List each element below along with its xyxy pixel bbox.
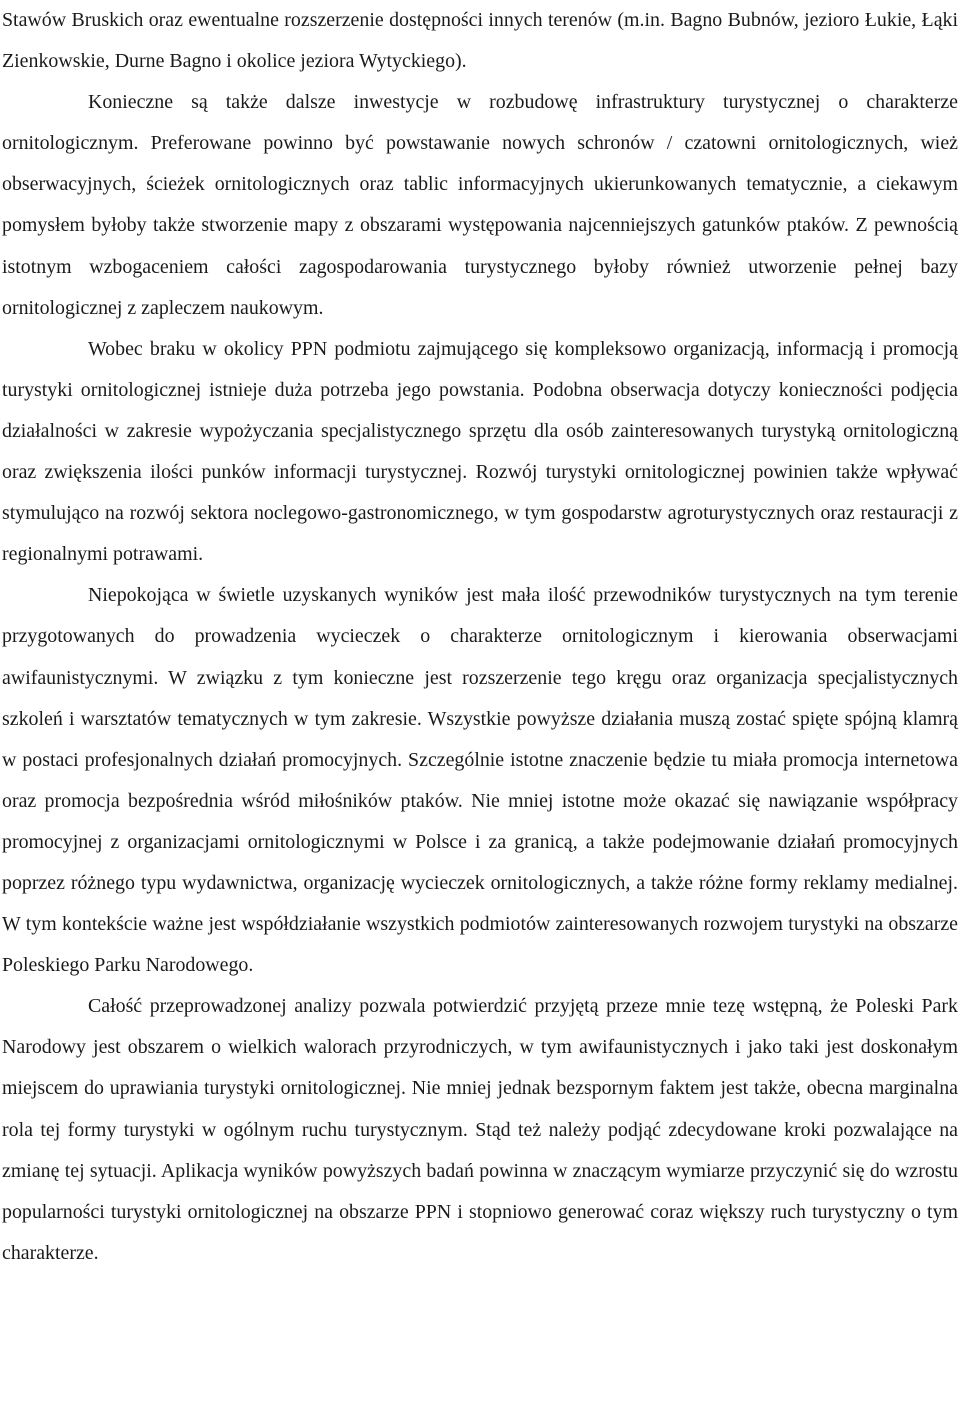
paragraph-guides-promotion: Niepokojąca w świetle uzyskanych wyników jest mała ilość przewodników turystycznych na tym terenie przygotowanych do prowadzenia wycieczek o charakterze ornitologicznym i kierowania obserwacjami awifaunistycznymi. W związku z tym konieczne jest rozszerzenie tego kręgu oraz organizacja specjalistycznych szkoleń i warsztatów tematycznych w tym zakresie. Wszystkie powyższe działania muszą zostać spięte spójną klamrą w postaci profesjonalnych działań promocyjnych. Szczególnie istotne znaczenie będzie tu miała promocja internetowa oraz promocja bezpośrednia wśród miłośników ptaków. Nie mniej istotne może okazać się nawiązanie współpracy promocyjnej z organizacjami ornitologicznymi w Polsce i za granicą, a także podejmowanie działań promocyjnych poprzez różnego typu wydawnictwa, organizację wycieczek ornitologicznych, a także różne formy reklamy medialnej. W tym kontekście ważne jest współdziałanie wszystkich podmiotów zainteresowanych rozwojem turystyki na obszarze Poleskiego Parku Narodowego. [2,584,958,977]
paragraph-continuation: Stawów Bruskich oraz ewentualne rozszerzenie dostępności innych terenów (m.in. Bagno Bubnów, jezioro Łukie, Łąki Zienkowskie, Durne Bagno i okolice jeziora Wytyckiego). [2,9,958,73]
paragraph-infrastructure: Konieczne są także dalsze inwestycje w rozbudowę infrastruktury turystycznej o charakterze ornitologicznym. Preferowane powinno być powstawanie nowych schronów / czatowni ornitologicznych, wież obserwacyjnych, ścieżek ornitologicznych oraz tablic informacyjnych ukierunkowanych tematycznie, a ciekawym pomysłem byłoby także stworzenie mapy z obszarami występowania najcenniejszych gatunków ptaków. Z pewnością istotnym wzbogaceniem całości zagospodarowania turystycznego byłoby również utworzenie pełnej bazy ornitologicznej z zapleczem naukowym. [2,91,958,319]
paragraph-conclusion: Całość przeprowadzonej analizy pozwala potwierdzić przyjętą przeze mnie tezę wstępną, że Poleski Park Narodowy jest obszarem o wielkich walorach przyrodniczych, w tym awifaunistycznych i jako taki jest doskonałym miejscem do uprawiania turystyki ornitologicznej. Nie mniej jednak bezspornym faktem jest także, obecna marginalna rola tej formy turystyki w ogólnym ruchu turystycznym. Stąd też należy podjąć zdecydowane kroki pozwalające na zmianę tej sytuacji. Aplikacja wyników powyższych badań powinna w znaczącym wymiarze przyczynić się do wzrostu popularności turystyki ornitologicznej na obszarze PPN i stopniowo generować coraz większy ruch turystyczny o tym charakterze. [2,995,958,1264]
paragraph-organization: Wobec braku w okolicy PPN podmiotu zajmującego się kompleksowo organizacją, informacją i promocją turystyki ornitologicznej istnieje duża potrzeba jego powstania. Podobna obserwacja dotyczy konieczności podjęcia działalności w zakresie wypożyczania specjalistycznego sprzętu dla osób zainteresowanych turystyką ornitologiczną oraz zwiększenia ilości punków informacji turystycznej. Rozwój turystyki ornitologicznej powinien także wpływać stymulująco na rozwój sektora noclegowo-gastronomicznego, w tym gospodarstw agroturystycznych oraz restauracji z regionalnymi potrawami. [2,337,958,566]
